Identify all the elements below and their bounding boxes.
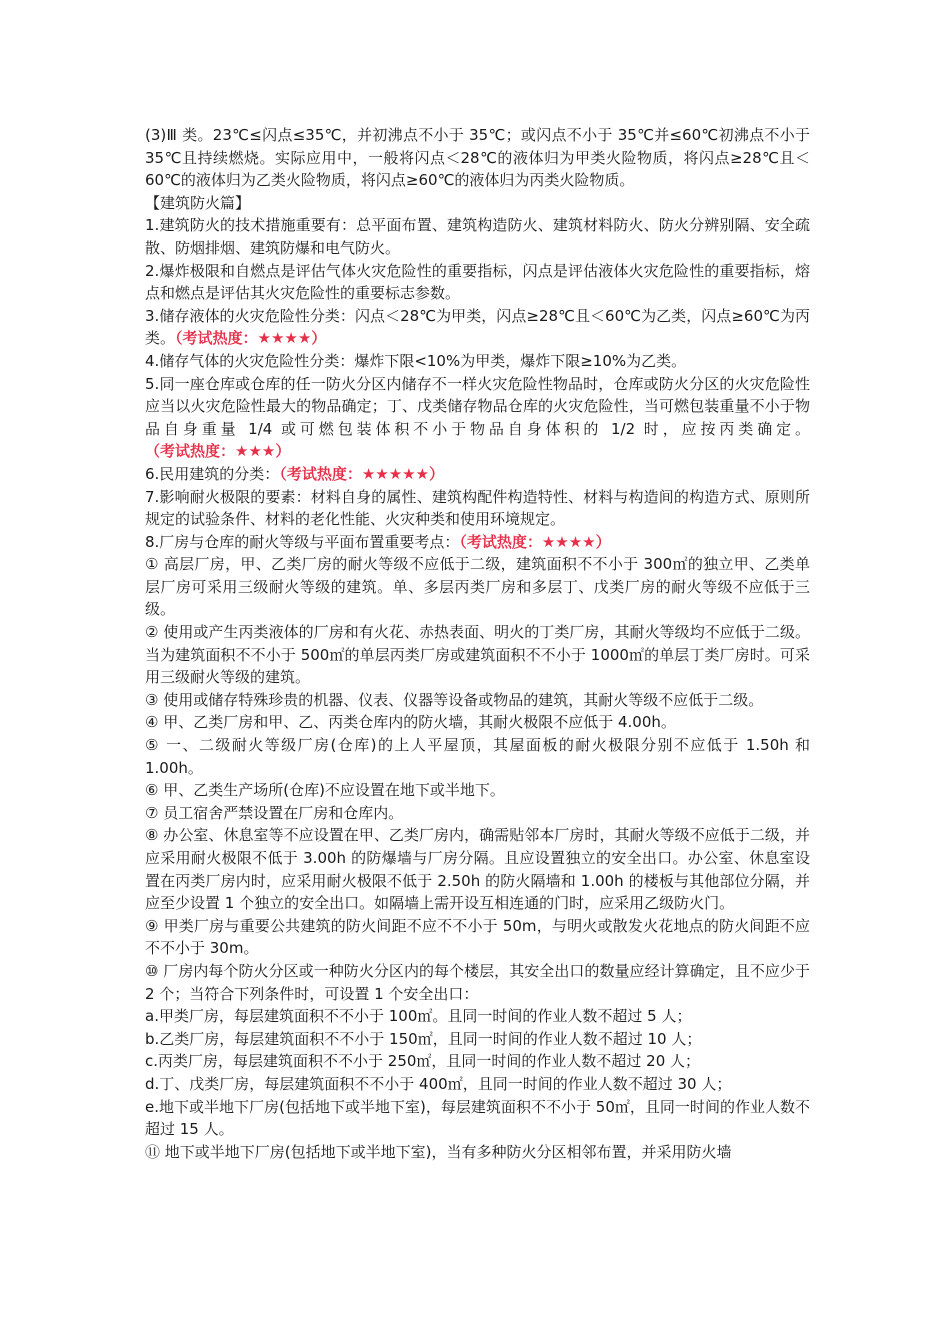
sub-item bbox=[145, 1073, 810, 1096]
list-item-text: ① 高层厂房，甲、乙类厂房的耐火等级不应低于二级，建筑面积不不小于 300㎡的独立甲、乙类单层厂房可采用三级耐火等级的建筑。单、多层丙类厂房和多层丁、戊类厂房的耐火等级不应低于三级。 bbox=[145, 555, 810, 619]
paragraph bbox=[145, 124, 810, 192]
list-item bbox=[145, 1141, 810, 1164]
paragraph-text: 4.储存气体的火灾危险性分类：爆炸下限<10%为甲类，爆炸下限≥10%为乙类。 bbox=[145, 351, 687, 370]
paragraph-text: 5.同一座仓库或仓库的任一防火分区内储存不一样火灾危险性物品时，仓库或防火分区的火灾危险性应当以火灾危险性最大的物品确定；丁、戊类储存物品仓库的火灾危险性，当可燃包装重量不小于物品自身重量 1/4 或可燃包装体积不小于物品自身体积的 1/2 时，应按丙类确定。 bbox=[145, 374, 810, 438]
exam-heat-badge: （考试热度：★★★★★） bbox=[279, 464, 445, 483]
list-item bbox=[145, 689, 810, 712]
list-item-text: ② 使用或产生丙类液体的厂房和有火花、赤热表面、明火的丁类厂房，其耐火等级均不应低于二级。当为建筑面积不不小于 500㎡的单层丙类厂房或建筑面积不不小于 1000㎡的单层丁类厂房时。可采用三级耐火等级的建筑。 bbox=[145, 623, 810, 687]
list-item-text: ⑦ 员工宿舍严禁设置在厂房和仓库内。 bbox=[145, 803, 404, 822]
list-item-text: ④ 甲、乙类厂房和甲、乙、丙类仓库内的防火墙，其耐火极限不应低于 4.00h。 bbox=[145, 713, 676, 732]
list-item bbox=[145, 621, 810, 689]
paragraph bbox=[145, 463, 810, 486]
paragraph-text: 1.建筑防火的技术措施重要有：总平面布置、建筑构造防火、建筑材料防火、防火分辨别隔、安全疏散、防烟排烟、建筑防爆和电气防火。 bbox=[145, 216, 810, 257]
list-item-text: ⑤ 一、二级耐火等级厂房(仓库)的上人平屋顶，其屋面板的耐火极限分别不应低于 1.50h 和 1.00h。 bbox=[145, 736, 810, 777]
paragraph-text: 8.厂房与仓库的耐火等级与平面布置重要考点： bbox=[145, 532, 460, 551]
list-item-text: ⑧ 办公室、休息室等不应设置在甲、乙类厂房内，确需贴邻本厂房时，其耐火等级不应低于二级，并应采用耐火极限不低于 3.00h 的防爆墙与厂房分隔。且应设置独立的安全出口。办公室、休息室设置在丙类厂房内时，应采用耐火极限不低于 2.50h 的防火隔墙和 1.00h 的楼板与其他部位分隔，并应至少设置 1 个独立的安全出口。如隔墙上需开设互相连通的门时，应采用乙级防火门。 bbox=[145, 826, 810, 913]
paragraph-text: 2.爆炸极限和自燃点是评估气体火灾危险性的重要指标，闪点是评估液体火灾危险性的重要指标，熔点和燃点是评估其火灾危险性的重要标志参数。 bbox=[145, 261, 810, 303]
paragraph bbox=[145, 305, 810, 350]
paragraph bbox=[145, 214, 810, 259]
list-item bbox=[145, 824, 810, 914]
sub-item-text: a.甲类厂房，每层建筑面积不不小于 100㎡。且同一时间的作业人数不超过 5 人； bbox=[145, 1007, 692, 1026]
exam-heat-badge: （考试热度：★★★★） bbox=[459, 532, 611, 551]
sub-item bbox=[145, 1050, 810, 1073]
paragraph bbox=[145, 486, 810, 531]
heading-text: 【建筑防火篇】 bbox=[145, 193, 251, 212]
document-page bbox=[145, 124, 810, 1163]
sub-item-text: b.乙类厂房，每层建筑面积不不小于 150㎡，且同一时间的作业人数不超过 10 人； bbox=[145, 1029, 702, 1048]
paragraph-text: (3)Ⅲ 类。23℃≤闪点≤35℃，并初沸点不小于 35℃；或闪点不小于 35℃并≤60℃初沸点不小于 35℃且持续燃烧。实际应用中，一般将闪点＜28℃的液体归为甲类火险物质，将闪点≥28℃且＜60℃的液体归为乙类火险物质，将闪点≥60℃的液体归为丙类火险物质。 bbox=[145, 126, 810, 190]
paragraph bbox=[145, 531, 810, 554]
list-item bbox=[145, 553, 810, 621]
sub-item bbox=[145, 1028, 810, 1051]
list-item bbox=[145, 960, 810, 1005]
sub-item-text: e.地下或半地下厂房(包括地下或半地下室)，每层建筑面积不不小于 50㎡，且同一时间的作业人数不超过 15 人。 bbox=[145, 1097, 810, 1139]
sub-item bbox=[145, 1005, 810, 1028]
exam-heat-badge: （考试热度：★★★★） bbox=[175, 329, 327, 348]
exam-heat-badge: （考试热度：★★★） bbox=[145, 442, 291, 461]
list-item-text: ⑨ 甲类厂房与重要公共建筑的防火间距不应不不小于 50m，与明火或散发火花地点的防火间距不应不不小于 30m。 bbox=[145, 916, 810, 958]
list-item bbox=[145, 802, 810, 825]
sub-item-text: d.丁、戊类厂房，每层建筑面积不不小于 400㎡，且同一时间的作业人数不超过 30 人； bbox=[145, 1074, 732, 1093]
paragraph-text: 6.民用建筑的分类： bbox=[145, 464, 280, 483]
paragraph bbox=[145, 260, 810, 305]
paragraph bbox=[145, 373, 810, 463]
paragraph bbox=[145, 350, 810, 373]
paragraph-text: 3.储存液体的火灾危险性分类：闪点＜28℃为甲类，闪点≥28℃且＜60℃为乙类，闪点≥60℃为丙类。 bbox=[145, 306, 810, 348]
section-heading bbox=[145, 192, 810, 215]
sub-item bbox=[145, 1096, 810, 1141]
list-item-text: ⑪ 地下或半地下厂房(包括地下或半地下室)，当有多种防火分区相邻布置，并采用防火墙 bbox=[145, 1142, 732, 1161]
list-item bbox=[145, 734, 810, 779]
list-item bbox=[145, 915, 810, 960]
list-item bbox=[145, 711, 810, 734]
list-item-text: ⑩ 厂房内每个防火分区或一种防火分区内的每个楼层，其安全出口的数量应经计算确定，且不应少于 2 个；当符合下列条件时，可设置 1 个安全出口： bbox=[145, 961, 810, 1003]
list-item bbox=[145, 779, 810, 802]
list-item-text: ⑥ 甲、乙类生产场所(仓库)不应设置在地下或半地下。 bbox=[145, 781, 505, 800]
sub-item-text: c.丙类厂房，每层建筑面积不不小于 250㎡，且同一时间的作业人数不超过 20 人； bbox=[145, 1052, 701, 1071]
list-item-text: ③ 使用或储存特殊珍贵的机器、仪表、仪器等设备或物品的建筑，其耐火等级不应低于二级。 bbox=[145, 690, 764, 709]
paragraph-text: 7.影响耐火极限的要素：材料自身的属性、建筑构配件构造特性、材料与构造间的构造方式、原则所规定的试验条件、材料的老化性能、火灾种类和使用环境规定。 bbox=[145, 487, 810, 529]
